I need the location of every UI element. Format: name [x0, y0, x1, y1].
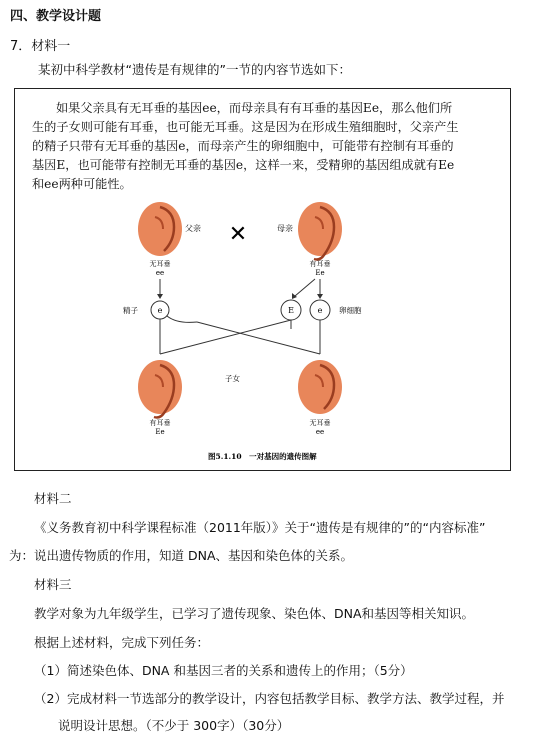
excerpt-line: 如果父亲具有无耳垂的基因ee，而母亲具有有耳垂的基因Ee，那么他们所 — [56, 101, 453, 115]
cross-symbol: ✕ — [228, 222, 248, 247]
father-ear-image — [138, 202, 182, 256]
task-intro: 根据上述材料，完成下列任务： — [34, 635, 210, 650]
father-genotype: ee — [155, 269, 165, 277]
father-trait: 无耳垂 — [149, 260, 171, 268]
material3-title: 材料三 — [34, 577, 72, 592]
egg-gene-1: E — [288, 306, 294, 315]
mother-trait: 有耳垂 — [309, 260, 331, 268]
child1-ear-image — [138, 360, 182, 418]
task-1: （1）简述染色体、DNA 和基因三者的关系和遗传上的作用；（5分） — [34, 663, 413, 678]
material2-title: 材料二 — [34, 491, 72, 506]
sperm-gene: e — [157, 306, 163, 315]
mother-label: 母亲 — [277, 224, 293, 233]
figure-caption: 图5.1.10 一对基因的遗传图解 — [208, 452, 317, 461]
sperm-label: 精子 — [123, 306, 138, 315]
inheritance-diagram — [15, 89, 512, 472]
egg-label: 卵细胞 — [339, 306, 362, 315]
egg-gene-2: e — [317, 306, 323, 315]
mother-genotype: Ee — [315, 269, 325, 277]
child1-genotype: Ee — [155, 428, 165, 436]
section-heading: 四、教学设计题 — [10, 9, 102, 24]
task-2-line1: （2）完成材料一节选部分的教学设计，内容包括教学目标、教学方法、教学过程，并 — [34, 691, 505, 706]
child2-ear-image — [298, 360, 342, 414]
excerpt-line: 基因E，也可能带有控制无耳垂的基因e，这样一来，受精卵的基因组成就有Ee — [32, 158, 455, 172]
material3-text: 教学对象为九年级学生，已学习了遗传现象、染色体、DNA和基因等相关知识。 — [34, 606, 475, 621]
textbook-excerpt-box — [14, 88, 511, 471]
offspring-label: 子女 — [225, 374, 240, 383]
excerpt-line: 的精子只带有无耳垂的基因e，而母亲产生的卵细胞中，可能带有控制有耳垂的 — [32, 139, 454, 153]
question-number: 7．材料一 — [10, 39, 71, 54]
child1-trait: 有耳垂 — [149, 419, 171, 427]
material1-intro: 某初中科学教材“遗传是有规律的”一节的内容节选如下： — [38, 62, 351, 77]
task-2-line2: 说明设计思想。（不少于 300字）（30分） — [58, 718, 290, 733]
material2-line1: 《义务教育初中科学课程标准（2011年版）》关于“遗传是有规律的”的“内容标准” — [34, 520, 486, 535]
child2-trait: 无耳垂 — [309, 419, 331, 427]
excerpt-line: 生的子女则可能有耳垂，也可能无耳垂。这是因为在形成生殖细胞时，父亲产生 — [32, 120, 459, 134]
excerpt-line: 和ee两种可能性。 — [32, 177, 132, 191]
child2-genotype: ee — [315, 428, 325, 436]
mother-ear-image — [298, 202, 342, 260]
father-label: 父亲 — [185, 224, 201, 233]
material2-line2: 为：说出遗传物质的作用，知道 DNA、基因和染色体的关系。 — [9, 548, 354, 563]
